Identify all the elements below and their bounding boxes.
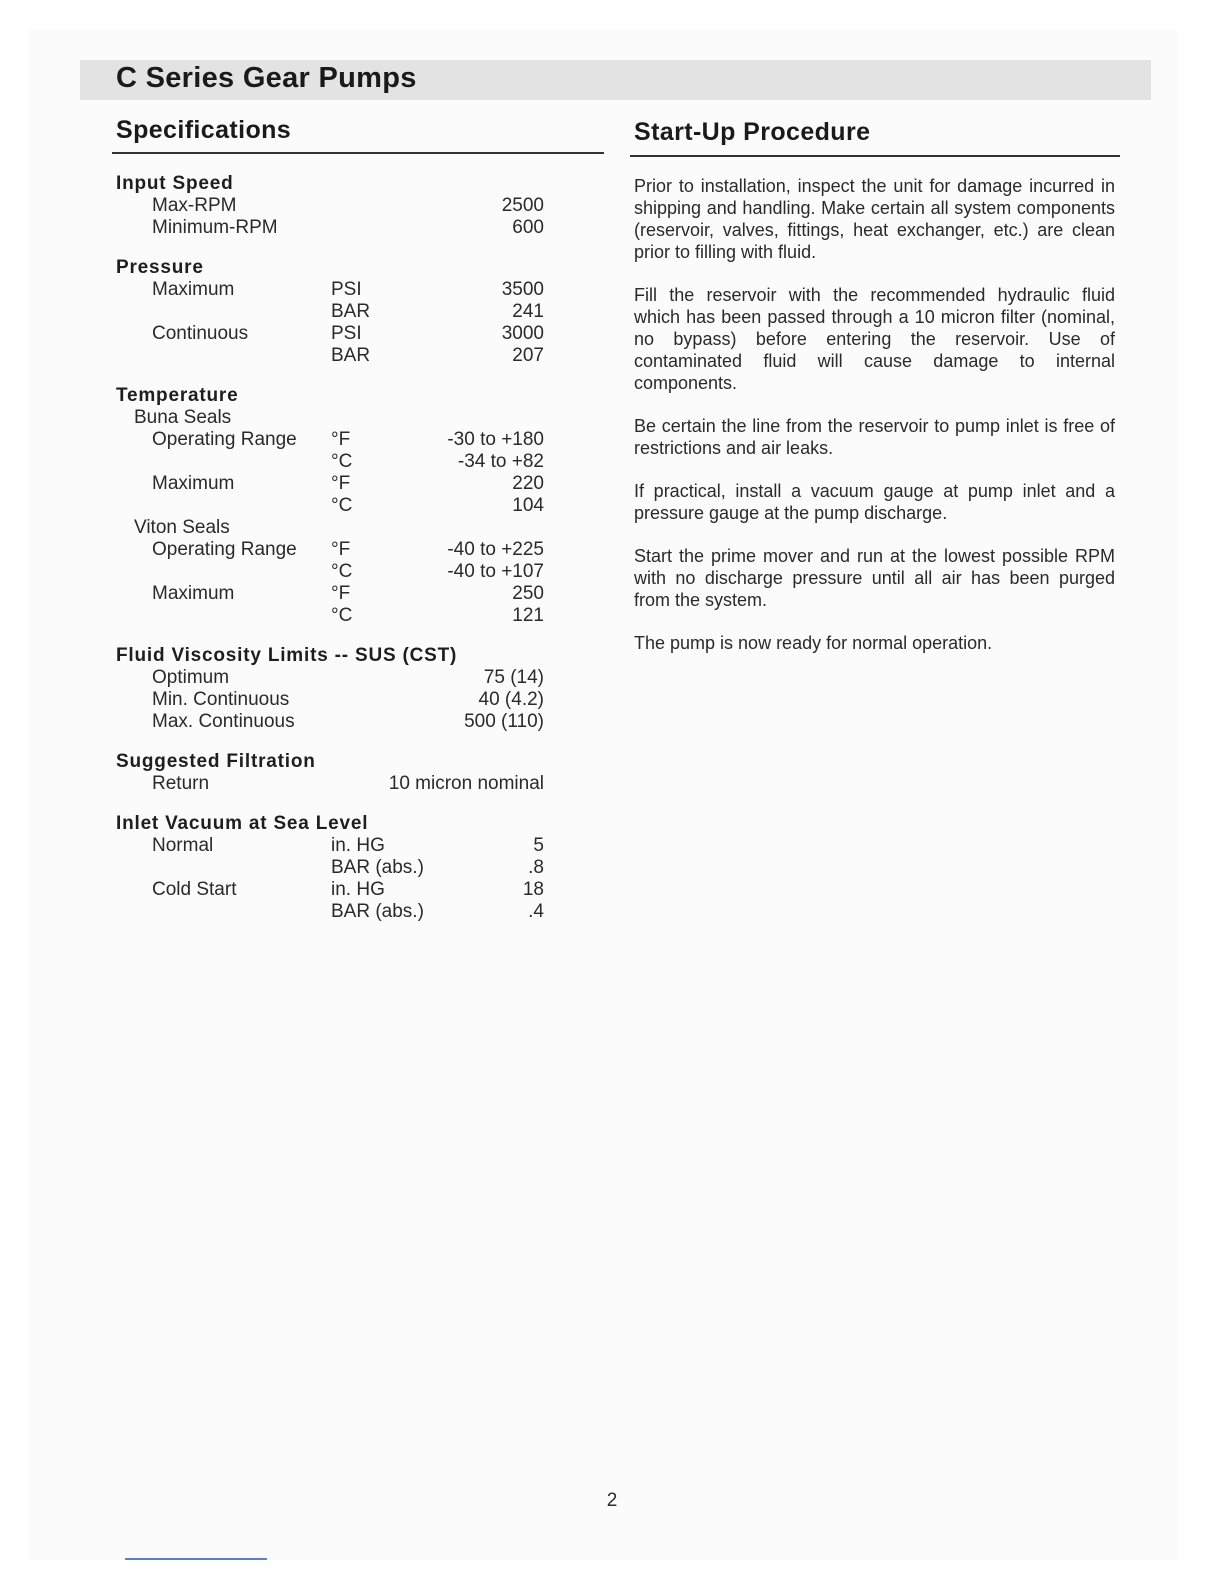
spec-row bbox=[116, 835, 556, 857]
spec-unit: BAR (abs.) bbox=[331, 901, 424, 922]
footer-rule bbox=[125, 1558, 267, 1560]
spec-row bbox=[116, 301, 556, 323]
spec-row bbox=[116, 689, 556, 711]
spec-unit: °C bbox=[331, 561, 353, 582]
spec-row bbox=[116, 345, 556, 367]
spec-unit: °C bbox=[331, 495, 353, 516]
procedure-paragraph: Be certain the line from the reservoir to pump inlet is free of restrictions and air leaks. bbox=[634, 416, 1115, 458]
spec-row bbox=[116, 667, 556, 689]
spec-label: Max. Continuous bbox=[152, 711, 295, 732]
spec-unit: °F bbox=[331, 583, 351, 604]
specifications-heading: Specifications bbox=[116, 116, 292, 144]
spec-row bbox=[116, 217, 556, 239]
spec-row bbox=[116, 773, 556, 795]
spec-label: Return bbox=[152, 773, 210, 794]
spec-value: 121 bbox=[512, 605, 544, 626]
spec-row bbox=[116, 195, 556, 217]
spec-unit: °C bbox=[331, 451, 353, 472]
spec-label: Operating Range bbox=[152, 539, 297, 560]
spec-row bbox=[116, 605, 556, 627]
specifications-list bbox=[116, 172, 556, 940]
procedure-paragraph: The pump is now ready for normal operation. bbox=[634, 633, 993, 653]
spec-row bbox=[116, 279, 556, 301]
startup-procedure-text bbox=[634, 175, 1115, 675]
spec-label: Viton Seals bbox=[134, 517, 230, 538]
spec-label: Normal bbox=[152, 835, 214, 856]
spec-value: 3000 bbox=[501, 323, 544, 344]
spec-unit: °F bbox=[331, 539, 351, 560]
procedure-paragraph: If practical, install a vacuum gauge at pump inlet and a pressure gauge at the pump discharge. bbox=[634, 481, 1115, 523]
spec-unit: °F bbox=[331, 429, 351, 450]
spec-value: 241 bbox=[512, 301, 544, 322]
spec-label: Maximum bbox=[152, 473, 235, 494]
spec-section-title: Suggested Filtration bbox=[116, 751, 316, 772]
spec-row bbox=[116, 539, 556, 561]
spec-label: Optimum bbox=[152, 667, 230, 688]
spec-row bbox=[116, 451, 556, 473]
spec-label: Maximum bbox=[152, 583, 235, 604]
spec-label: Operating Range bbox=[152, 429, 297, 450]
spec-unit: PSI bbox=[331, 323, 362, 344]
spec-label: Cold Start bbox=[152, 879, 237, 900]
page-number: 2 bbox=[606, 1490, 618, 1511]
spec-section bbox=[116, 256, 556, 367]
procedure-paragraph: Start the prime mover and run at the lowest possible RPM with no discharge pressure until all air has been purged from the system. bbox=[634, 546, 1115, 610]
spec-unit: BAR (abs.) bbox=[331, 857, 424, 878]
spec-section bbox=[116, 644, 556, 733]
spec-label: Min. Continuous bbox=[152, 689, 290, 710]
spec-section bbox=[116, 384, 556, 627]
spec-value: 18 bbox=[522, 879, 544, 900]
spec-value: -40 to +225 bbox=[447, 539, 544, 560]
spec-value: 207 bbox=[512, 345, 544, 366]
title-bar bbox=[80, 60, 1151, 100]
spec-value: 104 bbox=[512, 495, 544, 516]
spec-row bbox=[116, 711, 556, 733]
spec-label: Minimum-RPM bbox=[152, 217, 278, 238]
spec-unit: °F bbox=[331, 473, 351, 494]
spec-value: 75 (14) bbox=[483, 667, 544, 688]
spec-section-title: Temperature bbox=[116, 385, 239, 406]
spec-unit: °C bbox=[331, 605, 353, 626]
spec-section-title: Pressure bbox=[116, 257, 204, 278]
procedure-paragraph: Prior to installation, inspect the unit for damage incurred in shipping and handling. Make certain all system components (reservoir, valves, fittings, heat exchanger, etc.) are clean prior to filling with fluid. bbox=[634, 176, 1115, 262]
spec-section-title: Input Speed bbox=[116, 173, 234, 194]
spec-unit: PSI bbox=[331, 279, 362, 300]
spec-section-title: Inlet Vacuum at Sea Level bbox=[116, 813, 369, 834]
spec-row bbox=[116, 879, 556, 901]
spec-unit: BAR bbox=[331, 345, 371, 366]
document-title: C Series Gear Pumps bbox=[116, 62, 417, 94]
spec-row bbox=[116, 429, 556, 451]
spec-value: 500 (110) bbox=[464, 711, 544, 732]
spec-row bbox=[116, 495, 556, 517]
spec-unit: BAR bbox=[331, 301, 371, 322]
spec-value: .8 bbox=[528, 857, 544, 878]
spec-unit: in. HG bbox=[331, 879, 385, 900]
spec-value: 10 micron nominal bbox=[388, 773, 544, 794]
spec-row bbox=[116, 473, 556, 495]
spec-label: Continuous bbox=[152, 323, 249, 344]
spec-value: -40 to +107 bbox=[447, 561, 544, 582]
spec-value: 3500 bbox=[501, 279, 544, 300]
spec-unit: in. HG bbox=[331, 835, 385, 856]
spec-row bbox=[116, 583, 556, 605]
spec-row bbox=[116, 901, 556, 923]
spec-row bbox=[116, 407, 556, 429]
spec-label: Max-RPM bbox=[152, 195, 237, 216]
spec-section-title: Fluid Viscosity Limits -- SUS (CST) bbox=[116, 645, 458, 666]
spec-label: Maximum bbox=[152, 279, 235, 300]
spec-value: -34 to +82 bbox=[457, 451, 544, 472]
spec-row bbox=[116, 561, 556, 583]
spec-value: 250 bbox=[512, 583, 544, 604]
spec-value: -30 to +180 bbox=[447, 429, 544, 450]
spec-row bbox=[116, 517, 556, 539]
spec-row bbox=[116, 323, 556, 345]
spec-row bbox=[116, 857, 556, 879]
spec-value: 40 (4.2) bbox=[478, 689, 544, 710]
spec-value: 600 bbox=[512, 217, 544, 238]
procedure-rule bbox=[630, 155, 1120, 157]
specifications-rule bbox=[112, 152, 604, 154]
procedure-paragraph: Fill the reservoir with the recommended hydraulic fluid which has been passed through a 10 micron filter (nominal, no bypass) before entering the reservoir. Use of contaminated fluid will cause damage to internal components. bbox=[634, 285, 1115, 393]
spec-value: 2500 bbox=[501, 195, 544, 216]
spec-value: .4 bbox=[528, 901, 544, 922]
spec-label: Buna Seals bbox=[134, 407, 232, 428]
spec-value: 5 bbox=[533, 835, 544, 856]
spec-section bbox=[116, 750, 556, 795]
spec-section bbox=[116, 172, 556, 239]
spec-value: 220 bbox=[512, 473, 544, 494]
procedure-heading: Start-Up Procedure bbox=[634, 118, 871, 146]
spec-section bbox=[116, 812, 556, 923]
